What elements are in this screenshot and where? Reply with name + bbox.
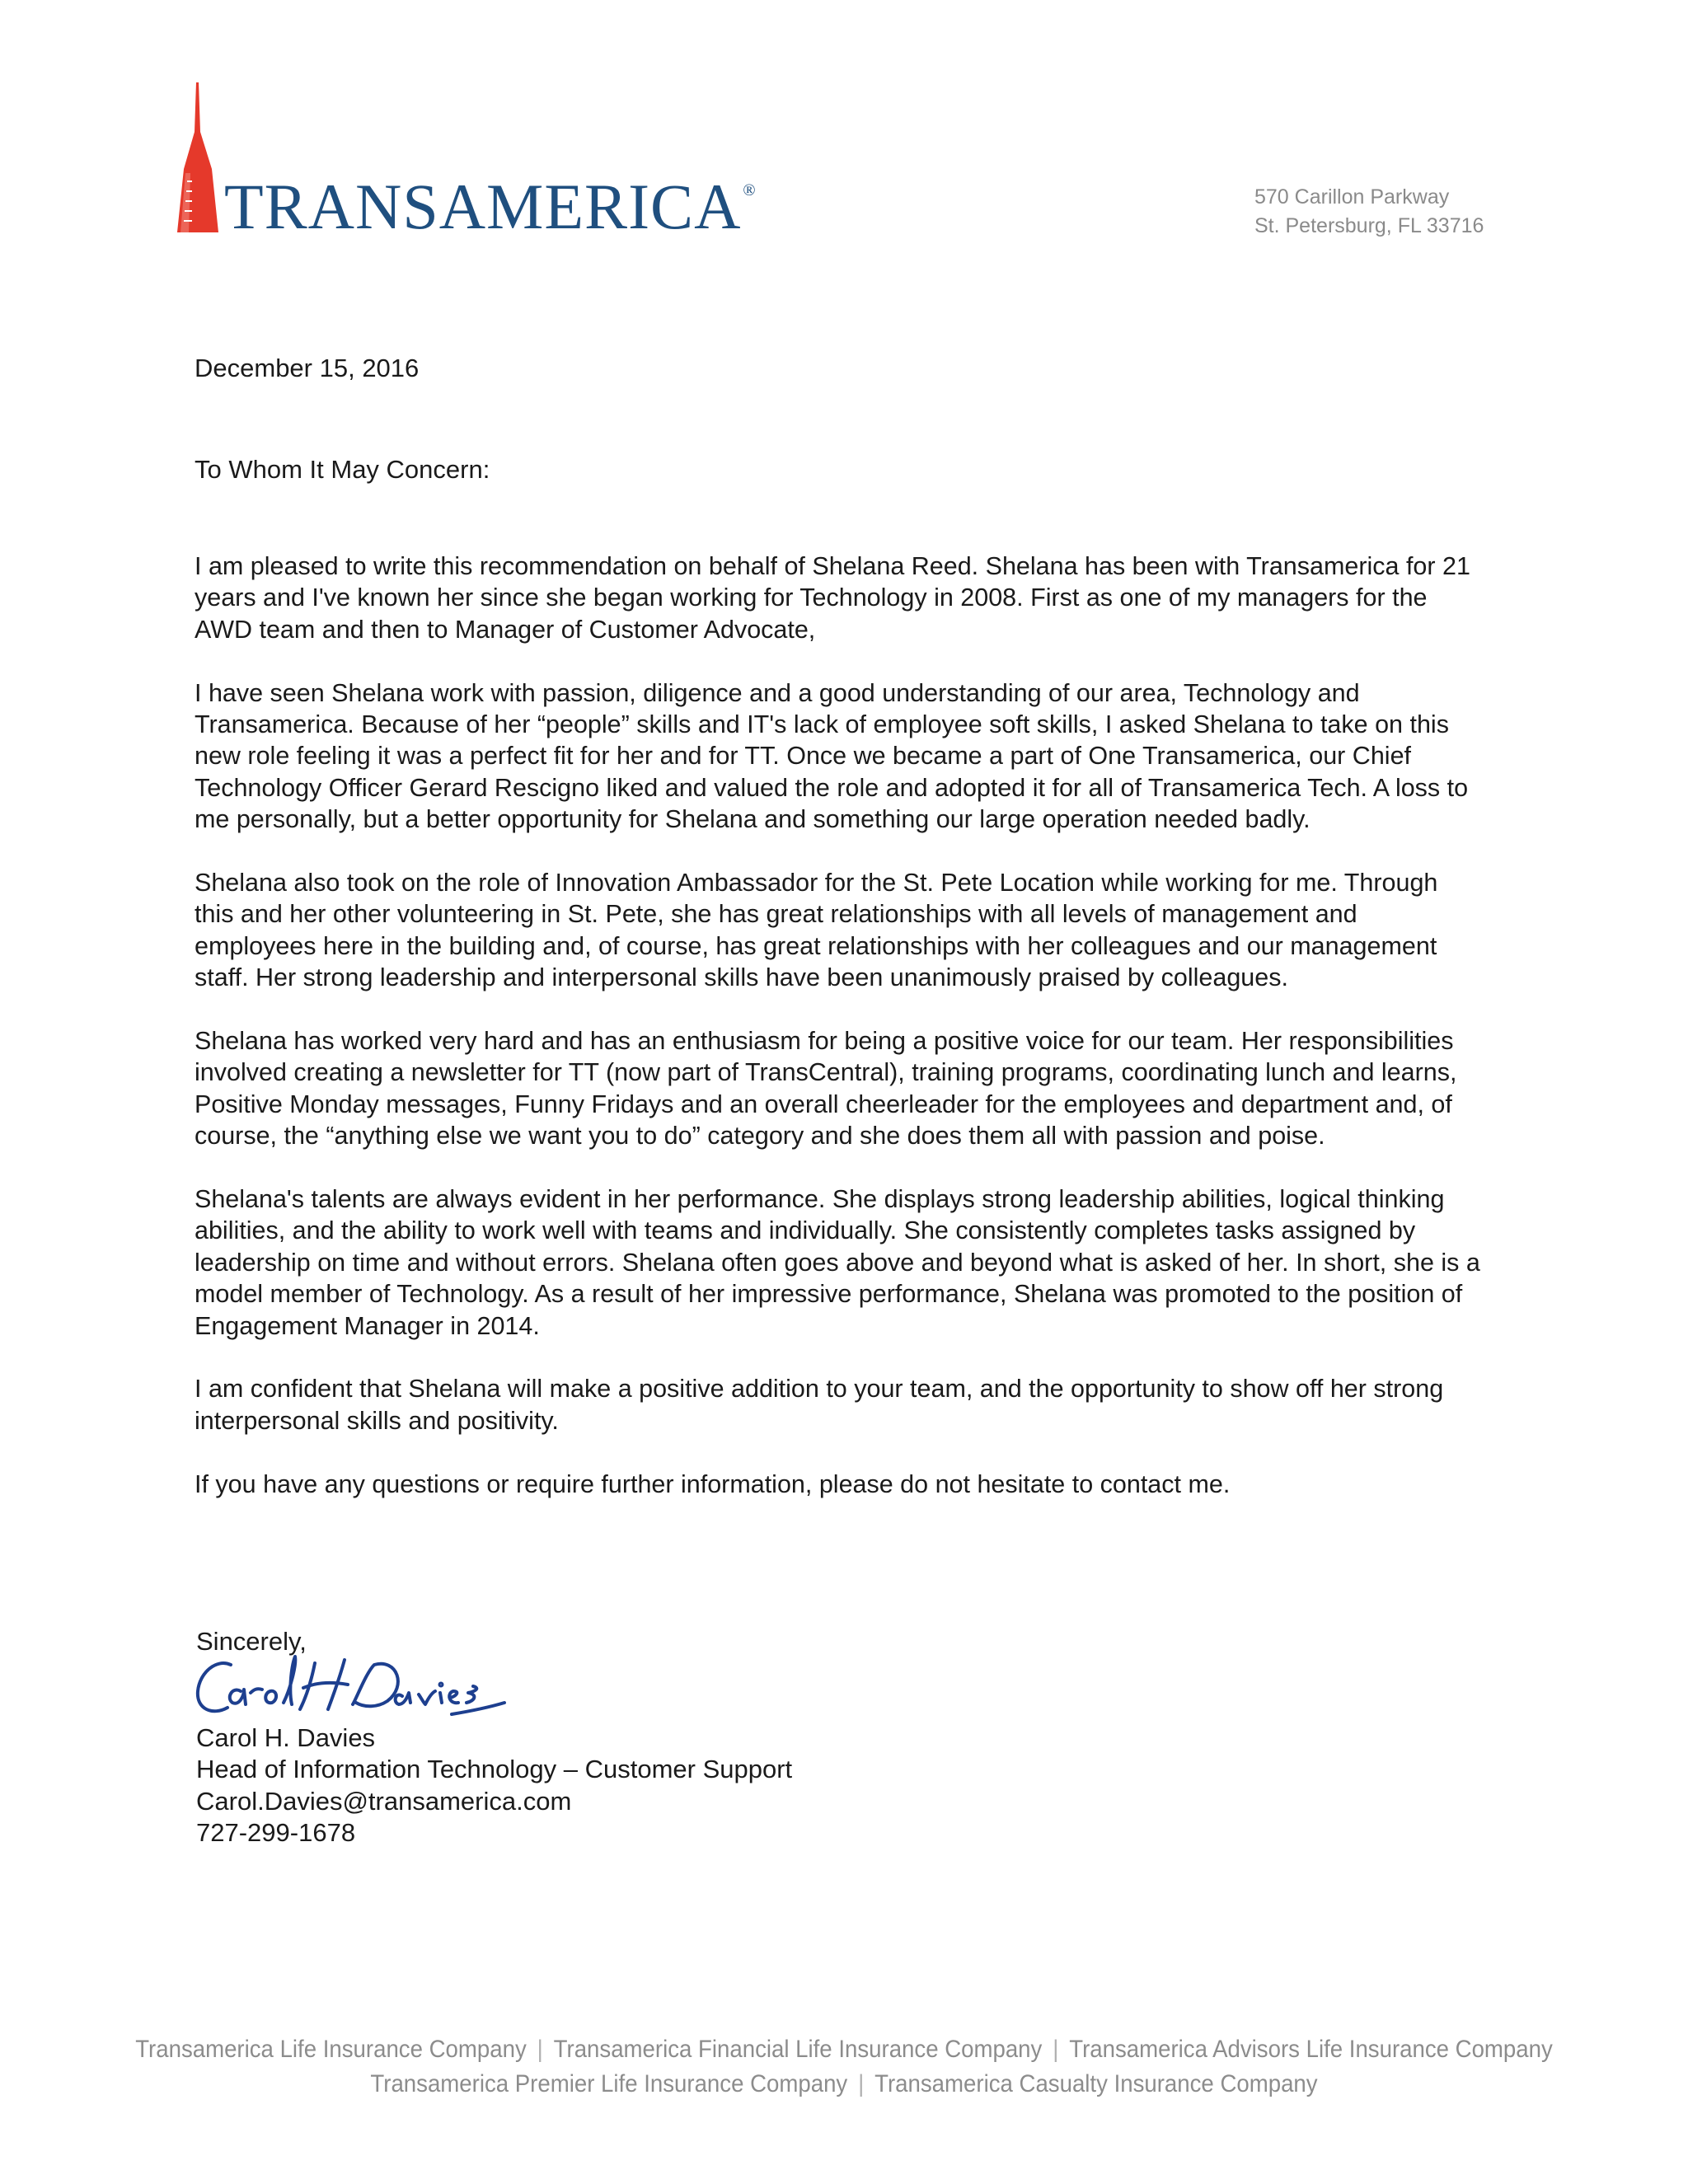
company-logo — [169, 82, 757, 242]
footer-line-2 — [68, 2070, 1620, 2098]
signature-block — [196, 1722, 792, 1849]
signer-phone: 727-299-1678 — [196, 1818, 356, 1848]
footer-company: Transamerica Advisors Life Insurance Company — [1069, 2036, 1553, 2063]
footer-company: Transamerica Premier Life Insurance Company — [370, 2070, 848, 2097]
salutation: To Whom It May Concern: — [195, 455, 490, 484]
signer-title: Head of Information Technology – Customer Support — [196, 1755, 793, 1784]
signer-name: Carol H. Davies — [196, 1723, 376, 1752]
company-name: TRANSAMERICA — [224, 171, 742, 242]
signer-email[interactable]: Carol.Davies@transamerica.com — [196, 1786, 572, 1816]
pyramid-building-icon — [169, 82, 227, 235]
footer-separator: | — [1053, 2036, 1059, 2063]
footer-company: Transamerica Casualty Insurance Company — [874, 2070, 1318, 2097]
company-wordmark — [224, 171, 757, 242]
registered-mark: ® — [743, 181, 757, 199]
paragraph-1: I am pleased to write this recommendation on behalf of Shelana Reed. Shelana has been with Transamerica for 21 years and I've known her since she began working for Technology in 2008. First as one of my managers for the AWD team and then to Manager of Customer Advocate, — [195, 552, 1470, 644]
footer-separator: | — [537, 2036, 543, 2063]
address-line-1: 570 Carillon Parkway — [1254, 185, 1450, 209]
paragraph-6: I am confident that Shelana will make a positive addition to your team, and the opportunity to show off her strong interpersonal skills and positivity. — [195, 1375, 1444, 1435]
closing: Sincerely, — [196, 1627, 307, 1656]
paragraph-4: Shelana has worked very hard and has an enthusiasm for being a positive voice for our team. Her responsibilities involved creating a newsletter for TT (now part of TransCentral), training programs, coordinating lunch and learns, Positive Monday messages, Funny Fridays and an overall cheerleader for the employees and department and, of course, the “anything else we want you to do” category and she does them all with passion and poise. — [195, 1027, 1457, 1151]
letter-body — [195, 551, 1480, 1531]
footer-line-1 — [68, 2036, 1620, 2064]
paragraph-2: I have seen Shelana work with passion, diligence and a good understanding of our area, Technology and Transamerica. Because of her “people” skills and IT's lack of employee soft skills, I asked Shelana to take on this new role feeling it was a perfect fit for her and for TT. Once we became a part of One Transamerica, our Chief Technology Officer Gerard Rescigno liked and valued the role and adopted it for all of Transamerica Tech. A loss to me personally, but a better opportunity for Shelana and something our large operation needed badly. — [195, 678, 1469, 834]
footer-company: Transamerica Financial Life Insurance Company — [553, 2036, 1043, 2063]
footer-company: Transamerica Life Insurance Company — [135, 2036, 527, 2063]
paragraph-7: If you have any questions or require further information, please do not hesitate to contact me. — [195, 1469, 1231, 1498]
address-line-2: St. Petersburg, FL 33716 — [1254, 214, 1484, 237]
handwritten-signature — [191, 1640, 546, 1731]
letter-date: December 15, 2016 — [195, 354, 420, 382]
footer-separator: | — [858, 2070, 865, 2097]
paragraph-5: Shelana's talents are always evident in her performance. She displays strong leadership abilities, logical thinking abilities, and the ability to work well with teams and individually. She consistently completes tasks assigned by leadership on time and without errors. Shelana often goes above and beyond what is asked of her. In short, she is a model member of Technology. As a result of her impressive performance, Shelana was promoted to the position of Engagement Manager in 2014. — [195, 1185, 1480, 1340]
paragraph-3: Shelana also took on the role of Innovation Ambassador for the St. Pete Location while working for me. Through this and her other volunteering in St. Pete, she has great relationships with all levels of management and employees here in the building and, of course, has great relationships with her colleagues and our management staff. Her strong leadership and interpersonal skills have been unanimously praised by colleagues. — [195, 869, 1438, 992]
company-address — [1254, 183, 1484, 241]
